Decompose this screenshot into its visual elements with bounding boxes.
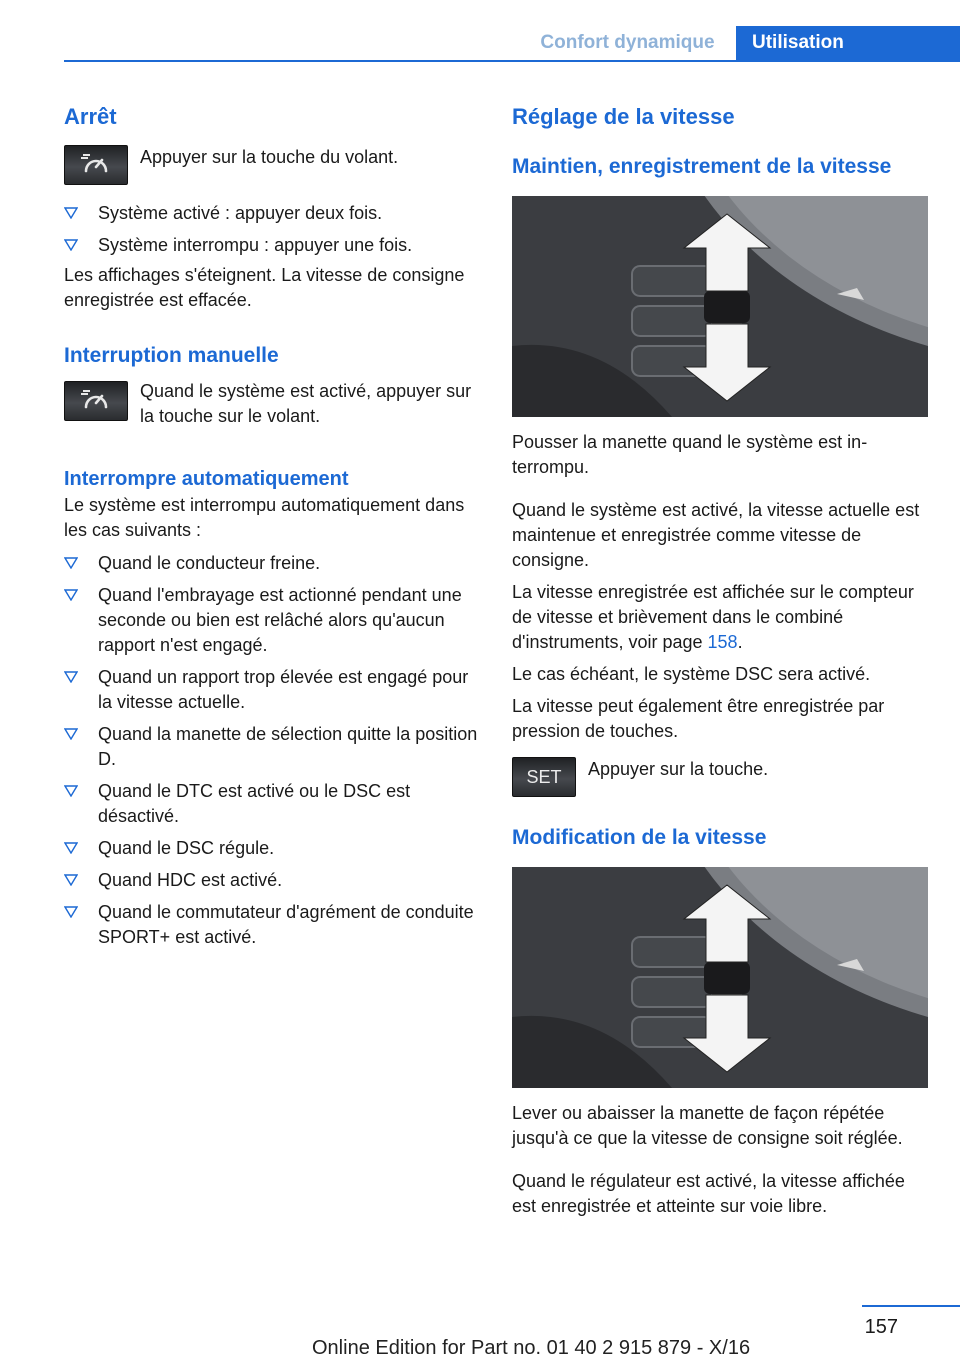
list-item: Quand le commutateur d'agrément de conduite SPORT+ est activé. bbox=[64, 900, 478, 950]
heading-interrompre-automatiquement: Interrompre automatiquement bbox=[64, 468, 349, 490]
cruise-control-key-icon bbox=[64, 145, 128, 185]
bullet-triangle-icon bbox=[64, 842, 78, 854]
page-reference-link[interactable]: 158 bbox=[707, 632, 738, 652]
steering-wheel-lever-photo-1 bbox=[512, 196, 928, 417]
paragraph: Quand le régulateur est activé, la vitesse affichée est enregistrée et atteinte sur voie libre. bbox=[512, 1171, 905, 1216]
cruise-control-key-icon bbox=[64, 381, 128, 421]
footer-divider bbox=[862, 1305, 960, 1307]
paragraph: Quand le système est activé, la vitesse actuelle est maintenue et enregistrée comme vitesse de consigne. bbox=[512, 500, 920, 570]
heading-interruption-manuelle: Interruption manuelle bbox=[64, 344, 279, 367]
header-divider bbox=[64, 60, 960, 62]
bullet-triangle-icon bbox=[64, 906, 78, 918]
key-description: Appuyer sur la touche du volant. bbox=[140, 147, 399, 167]
bullet-triangle-icon bbox=[64, 728, 78, 740]
list-item: Quand le conducteur freine. bbox=[64, 551, 478, 576]
bullet-triangle-icon bbox=[64, 874, 78, 886]
bullet-triangle-icon bbox=[64, 239, 78, 251]
list-item: Quand HDC est activé. bbox=[64, 868, 478, 893]
heading-reglage-vitesse: Réglage de la vitesse bbox=[512, 104, 735, 129]
page-number: 157 bbox=[864, 1316, 898, 1338]
right-column bbox=[512, 100, 928, 1219]
key-description: Appuyer sur la touche. bbox=[588, 759, 769, 779]
edition-footer: Online Edition for Part no. 01 40 2 915 879 - X/16 bbox=[312, 1337, 751, 1359]
arret-list bbox=[64, 201, 478, 258]
section-tab-utilisation[interactable] bbox=[736, 26, 960, 60]
bullet-triangle-icon bbox=[64, 557, 78, 569]
section-tab-confort-dynamique[interactable] bbox=[520, 26, 735, 60]
heading-maintien: Maintien, enregistrement de la vitesse bbox=[512, 155, 892, 178]
key-row-set bbox=[512, 757, 928, 797]
tab-label: Utilisation bbox=[752, 32, 844, 53]
list-item: Quand le DTC est activé ou le DSC est désactivé. bbox=[64, 779, 478, 829]
bullet-triangle-icon bbox=[64, 785, 78, 797]
list-item: Quand la manette de sélection quitte la position D. bbox=[64, 722, 478, 772]
key-row-arret bbox=[64, 145, 478, 185]
tab-label: Confort dynamique bbox=[540, 32, 715, 53]
bullet-triangle-icon bbox=[64, 207, 78, 219]
set-key-icon: SET bbox=[512, 757, 576, 797]
bullet-triangle-icon bbox=[64, 589, 78, 601]
arret-paragraph: Les affichages s'éteignent. La vitesse de consigne enregistrée est effacée. bbox=[64, 265, 465, 310]
auto-paragraph: Le système est interrompu automatiquement dans les cas suivants : bbox=[64, 495, 465, 540]
key-row-interruption bbox=[64, 379, 478, 429]
bullet-triangle-icon bbox=[64, 671, 78, 683]
left-column bbox=[64, 100, 478, 957]
paragraph: Le cas échéant, le système DSC sera activé. bbox=[512, 664, 871, 684]
list-item: Système activé : appuyer deux fois. bbox=[64, 201, 478, 226]
heading-arret: Arrêt bbox=[64, 104, 117, 129]
key-description: Quand le système est activé, appuyer sur la touche sur le volant. bbox=[140, 381, 472, 426]
paragraph: La vitesse enregistrée est affichée sur le compteur de vitesse et brièvement dans le combiné d'instruments, voir page 158. bbox=[512, 582, 914, 652]
heading-modification-vitesse: Modification de la vitesse bbox=[512, 826, 767, 849]
list-item: Système interrompu : appuyer une fois. bbox=[64, 233, 478, 258]
steering-wheel-lever-photo-2 bbox=[512, 867, 928, 1088]
paragraph: La vitesse peut également être enregistrée par pression de touches. bbox=[512, 696, 885, 741]
paragraph: Lever ou abaisser la manette de façon répétée jusqu'à ce que la vitesse de consigne soit réglée. bbox=[512, 1103, 903, 1148]
list-item: Quand un rapport trop élevée est engagé pour la vitesse actuelle. bbox=[64, 665, 478, 715]
paragraph: Pousser la manette quand le système est interrompu. bbox=[512, 432, 868, 477]
list-item: Quand le DSC régule. bbox=[64, 836, 478, 861]
auto-list bbox=[64, 551, 478, 950]
list-item: Quand l'embrayage est actionné pendant une seconde ou bien est relâché alors qu'aucun rapport n'est engagé. bbox=[64, 583, 478, 658]
